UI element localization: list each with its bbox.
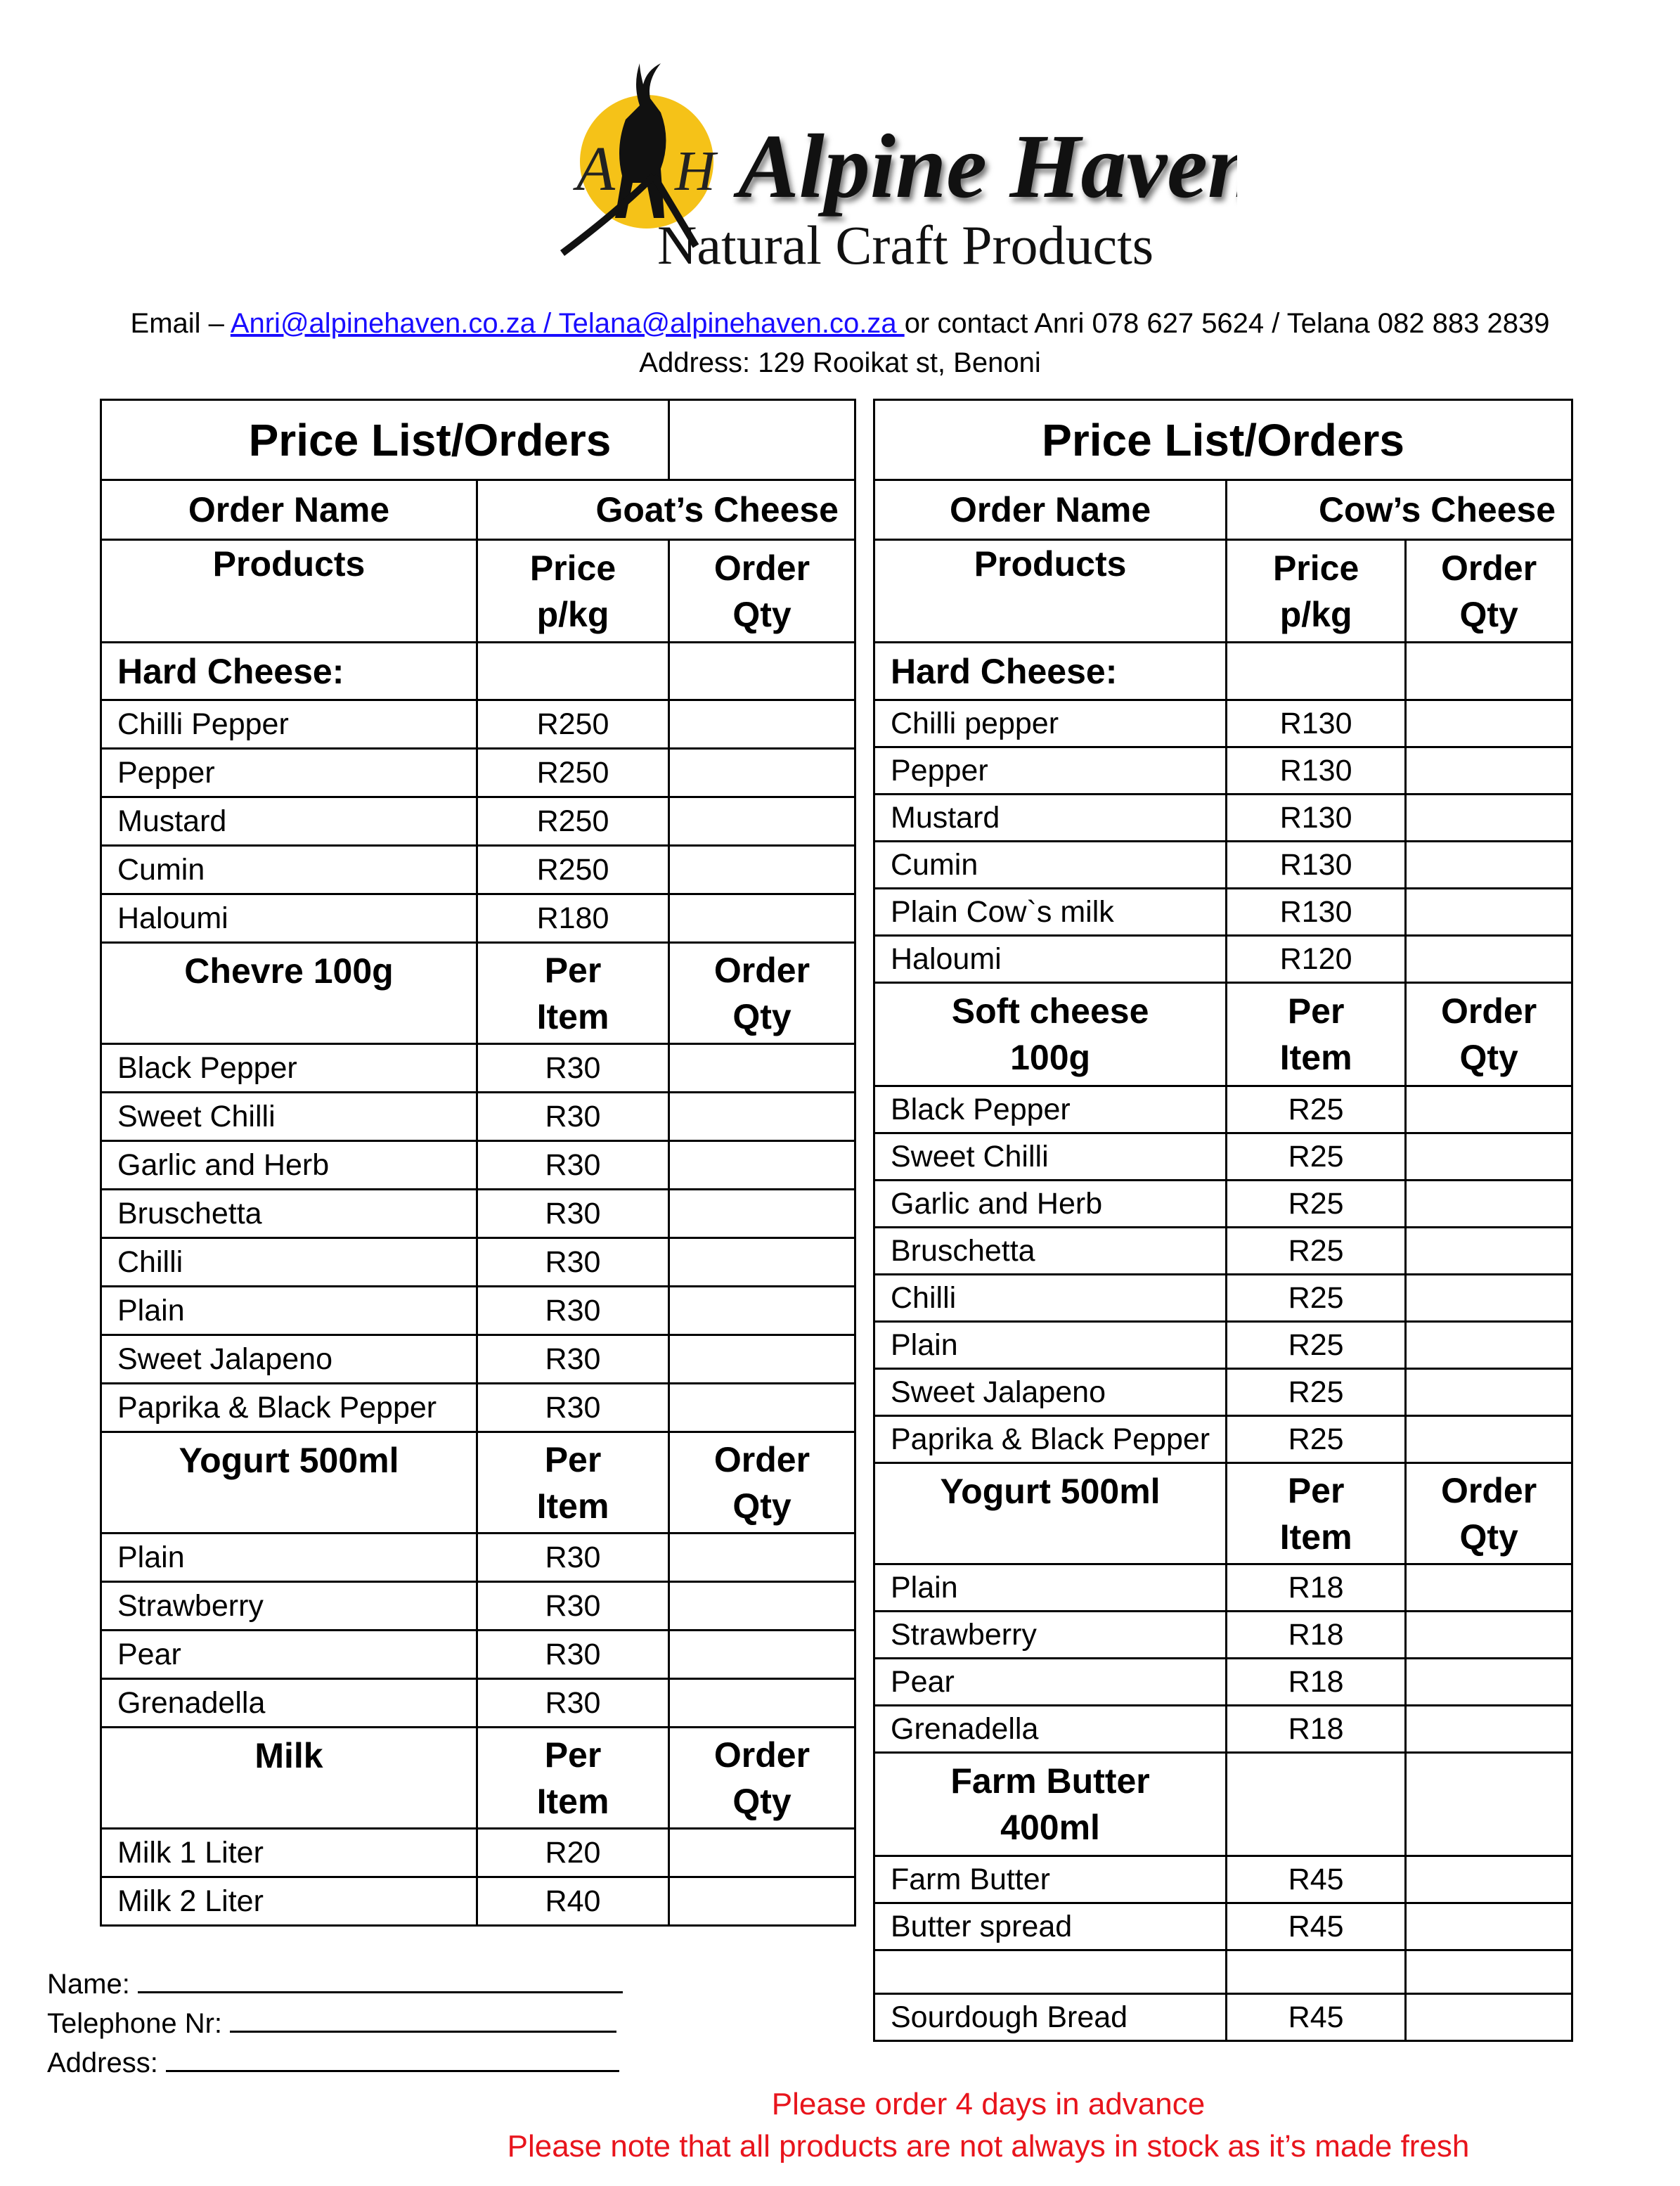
product-name: Bruschetta <box>874 1228 1227 1275</box>
section-heading: Hard Cheese: <box>101 643 477 700</box>
order-qty-cell[interactable] <box>669 1335 855 1384</box>
product-name: Sweet Chilli <box>874 1133 1227 1181</box>
order-qty-cell[interactable] <box>669 1044 855 1093</box>
order-qty-cell[interactable] <box>669 1093 855 1141</box>
product-price: R25 <box>1227 1416 1406 1463</box>
brand-logo <box>534 35 1237 274</box>
order-qty-cell[interactable] <box>1406 1133 1572 1181</box>
product-price: R30 <box>477 1534 669 1582</box>
section-qty-header: Order Qty <box>669 1728 855 1829</box>
section-price-header: Per Item <box>477 943 669 1044</box>
product-price: R45 <box>1227 1994 1406 2041</box>
product-row <box>874 1275 1572 1322</box>
products-header: Products <box>101 540 477 643</box>
product-name: Black Pepper <box>101 1044 477 1093</box>
product-price: R18 <box>1227 1564 1406 1612</box>
section-qty-header: Order Qty <box>669 943 855 1044</box>
product-row <box>101 1287 855 1335</box>
product-name: Haloumi <box>874 936 1227 983</box>
order-name-row <box>101 480 855 540</box>
category-label: Cow’s Cheese <box>1227 480 1572 540</box>
svg-text:Alpine Haven: Alpine Haven <box>738 116 1237 217</box>
product-price: R30 <box>477 1238 669 1287</box>
product-row <box>874 1564 1572 1612</box>
order-qty-cell[interactable] <box>1406 1416 1572 1463</box>
order-qty-cell[interactable] <box>1406 1659 1572 1706</box>
section-qty-header: Order Qty <box>1406 983 1572 1086</box>
section-header-row <box>101 643 855 700</box>
section-price-header <box>1227 643 1406 700</box>
order-qty-cell[interactable] <box>1406 889 1572 936</box>
order-qty-cell[interactable] <box>1406 1369 1572 1416</box>
section-heading: Soft cheese 100g <box>874 983 1227 1086</box>
product-name: Grenadella <box>101 1679 477 1728</box>
product-row <box>874 889 1572 936</box>
product-price: R30 <box>477 1631 669 1679</box>
product-price: R250 <box>477 797 669 846</box>
order-qty-cell[interactable] <box>1406 1856 1572 1903</box>
address-label: Address: <box>47 2047 158 2078</box>
order-qty-cell[interactable] <box>669 700 855 749</box>
order-qty-cell[interactable] <box>1406 1994 1572 2041</box>
product-name: Chilli Pepper <box>101 700 477 749</box>
product-row <box>101 1335 855 1384</box>
product-price: R18 <box>1227 1659 1406 1706</box>
title-spacer <box>669 400 855 480</box>
address-line: Address: 129 Rooikat st, Benoni <box>639 347 1041 378</box>
product-row <box>101 700 855 749</box>
product-name: Chilli <box>101 1238 477 1287</box>
product-price: R30 <box>477 1384 669 1432</box>
product-name: Pepper <box>101 749 477 797</box>
product-row <box>101 1044 855 1093</box>
stock-note: Please note that all products are not always in stock as it’s made fresh <box>507 2129 1470 2164</box>
order-qty-cell[interactable] <box>669 749 855 797</box>
product-row <box>874 1950 1572 1994</box>
section-heading: Yogurt 500ml <box>874 1463 1227 1564</box>
product-name: Butter spread <box>874 1903 1227 1950</box>
product-row <box>101 894 855 943</box>
product-price: R18 <box>1227 1612 1406 1659</box>
table-title: Price List/Orders <box>101 400 669 480</box>
section-price-header <box>1227 1753 1406 1856</box>
product-price: R250 <box>477 749 669 797</box>
product-row <box>874 747 1572 795</box>
product-row <box>874 1322 1572 1369</box>
product-price: R30 <box>477 1582 669 1631</box>
section-qty-header <box>1406 643 1572 700</box>
product-price: R25 <box>1227 1133 1406 1181</box>
product-name: Plain <box>874 1564 1227 1612</box>
product-row <box>101 1679 855 1728</box>
product-price: R130 <box>1227 889 1406 936</box>
product-row <box>874 842 1572 889</box>
name-label: Name: <box>47 1969 130 2000</box>
address-field[interactable] <box>47 2047 619 2079</box>
contact-line <box>0 308 1680 340</box>
product-price: R25 <box>1227 1322 1406 1369</box>
qty-header: Order Qty <box>669 540 855 643</box>
product-name: Paprika & Black Pepper <box>101 1384 477 1432</box>
email-links[interactable]: Anri@alpinehaven.co.za / Telana@alpinehaven.co.za <box>230 308 905 339</box>
order-qty-cell[interactable] <box>669 1384 855 1432</box>
table-title: Price List/Orders <box>874 400 1572 480</box>
product-price: R25 <box>1227 1369 1406 1416</box>
section-price-header: Per Item <box>1227 983 1406 1086</box>
telephone-label: Telephone Nr: <box>47 2008 223 2039</box>
product-row <box>874 936 1572 983</box>
order-qty-cell[interactable] <box>669 1582 855 1631</box>
product-price: R30 <box>477 1287 669 1335</box>
order-qty-cell[interactable] <box>1406 1228 1572 1275</box>
section-price-header: Per Item <box>477 1432 669 1534</box>
order-qty-cell[interactable] <box>669 1238 855 1287</box>
product-row <box>101 797 855 846</box>
product-name: Pear <box>101 1631 477 1679</box>
order-qty-cell[interactable] <box>1406 1275 1572 1322</box>
product-price: R40 <box>477 1877 669 1926</box>
order-qty-cell[interactable] <box>669 846 855 894</box>
section-heading: Milk <box>101 1728 477 1829</box>
product-name: Milk 2 Liter <box>101 1877 477 1926</box>
product-price: R45 <box>1227 1903 1406 1950</box>
goat-cheese-price-table <box>100 399 856 1927</box>
product-row <box>874 1994 1572 2041</box>
product-name: Cumin <box>101 846 477 894</box>
product-name: Farm Butter <box>874 1856 1227 1903</box>
svg-text:A: A <box>576 134 615 204</box>
product-price: R30 <box>477 1335 669 1384</box>
product-price: R30 <box>477 1141 669 1190</box>
advance-order-note: Please order 4 days in advance <box>771 2087 1206 2121</box>
product-price: R25 <box>1227 1181 1406 1228</box>
order-qty-cell[interactable] <box>1406 842 1572 889</box>
product-name: Chilli <box>874 1275 1227 1322</box>
order-qty-cell[interactable] <box>1406 1612 1572 1659</box>
order-qty-cell[interactable] <box>669 1141 855 1190</box>
cow-cheese-price-table <box>873 399 1573 2042</box>
column-header-row <box>874 540 1572 643</box>
product-name: Garlic and Herb <box>101 1141 477 1190</box>
product-price: R20 <box>477 1829 669 1877</box>
product-name: Plain <box>101 1534 477 1582</box>
product-row <box>101 846 855 894</box>
product-row <box>874 1612 1572 1659</box>
product-name: Strawberry <box>101 1582 477 1631</box>
order-qty-cell[interactable] <box>1406 1903 1572 1950</box>
product-price: R30 <box>477 1093 669 1141</box>
product-name: Milk 1 Liter <box>101 1829 477 1877</box>
product-price: R30 <box>477 1044 669 1093</box>
product-name: Chilli pepper <box>874 700 1227 747</box>
product-name: Strawberry <box>874 1612 1227 1659</box>
product-name: Cumin <box>874 842 1227 889</box>
product-price <box>1227 1950 1406 1994</box>
section-header-row <box>101 1432 855 1534</box>
products-header: Products <box>874 540 1227 643</box>
product-name: Pepper <box>874 747 1227 795</box>
section-price-header <box>477 643 669 700</box>
order-name-row <box>874 480 1572 540</box>
order-qty-cell[interactable] <box>669 1631 855 1679</box>
section-header-row <box>874 983 1572 1086</box>
order-qty-cell[interactable] <box>669 1190 855 1238</box>
telephone-input-line[interactable] <box>230 2010 616 2033</box>
product-name <box>874 1950 1227 1994</box>
section-header-row <box>874 643 1572 700</box>
telephone-field[interactable] <box>47 2008 616 2040</box>
order-qty-cell[interactable] <box>669 894 855 943</box>
section-header-row <box>874 1753 1572 1856</box>
product-name: Black Pepper <box>874 1086 1227 1133</box>
product-row <box>874 1181 1572 1228</box>
order-qty-cell[interactable] <box>1406 1181 1572 1228</box>
product-price: R180 <box>477 894 669 943</box>
order-qty-cell[interactable] <box>1406 1706 1572 1753</box>
order-qty-cell[interactable] <box>1406 700 1572 747</box>
product-row <box>874 1369 1572 1416</box>
product-row <box>101 1829 855 1877</box>
product-row <box>874 1659 1572 1706</box>
product-name: Mustard <box>101 797 477 846</box>
product-price: R18 <box>1227 1706 1406 1753</box>
title-row <box>874 400 1572 480</box>
section-heading: Farm Butter 400ml <box>874 1753 1227 1856</box>
product-row <box>874 1856 1572 1903</box>
product-row <box>101 1534 855 1582</box>
product-row <box>101 1582 855 1631</box>
product-name: Bruschetta <box>101 1190 477 1238</box>
product-row <box>874 1133 1572 1181</box>
product-name: Pear <box>874 1659 1227 1706</box>
product-name: Grenadella <box>874 1706 1227 1753</box>
order-qty-cell[interactable] <box>1406 1564 1572 1612</box>
product-name: Plain <box>101 1287 477 1335</box>
order-qty-cell[interactable] <box>1406 1950 1572 1994</box>
order-qty-cell[interactable] <box>1406 747 1572 795</box>
order-qty-cell[interactable] <box>1406 795 1572 842</box>
product-row <box>101 1093 855 1141</box>
product-row <box>101 1384 855 1432</box>
product-price: R25 <box>1227 1228 1406 1275</box>
product-name: Sweet Jalapeno <box>874 1369 1227 1416</box>
product-price: R45 <box>1227 1856 1406 1903</box>
section-heading: Hard Cheese: <box>874 643 1227 700</box>
order-name-label: Order Name <box>874 480 1227 540</box>
product-price: R30 <box>477 1190 669 1238</box>
product-row <box>874 1228 1572 1275</box>
product-row <box>101 1141 855 1190</box>
goat-logo-icon <box>534 35 1237 274</box>
price-header: Price p/kg <box>1227 540 1406 643</box>
order-qty-cell[interactable] <box>669 1679 855 1728</box>
name-input-line[interactable] <box>138 1970 623 1993</box>
email-label: Email – <box>130 308 231 339</box>
order-qty-cell[interactable] <box>669 1534 855 1582</box>
section-heading: Chevre 100g <box>101 943 477 1044</box>
phone-numbers: or contact Anri 078 627 5624 / Telana 082 883 2839 <box>904 308 1550 339</box>
product-name: Sweet Chilli <box>101 1093 477 1141</box>
product-row <box>101 749 855 797</box>
name-field[interactable] <box>47 1969 623 2000</box>
product-price: R25 <box>1227 1275 1406 1322</box>
order-qty-cell[interactable] <box>1406 1322 1572 1369</box>
product-price: R25 <box>1227 1086 1406 1133</box>
order-qty-cell[interactable] <box>669 1877 855 1926</box>
product-price: R130 <box>1227 842 1406 889</box>
product-price: R130 <box>1227 700 1406 747</box>
product-row <box>874 1903 1572 1950</box>
product-row <box>101 1190 855 1238</box>
address-input-line[interactable] <box>166 2049 619 2072</box>
section-price-header: Per Item <box>1227 1463 1406 1564</box>
section-qty-header <box>669 643 855 700</box>
product-price: R130 <box>1227 795 1406 842</box>
column-header-row <box>101 540 855 643</box>
product-name: Paprika & Black Pepper <box>874 1416 1227 1463</box>
section-header-row <box>101 1728 855 1829</box>
section-qty-header: Order Qty <box>669 1432 855 1534</box>
product-row <box>101 1238 855 1287</box>
product-name: Haloumi <box>101 894 477 943</box>
order-qty-cell[interactable] <box>1406 936 1572 983</box>
product-price: R120 <box>1227 936 1406 983</box>
order-qty-cell[interactable] <box>669 1287 855 1335</box>
product-row <box>874 700 1572 747</box>
qty-header: Order Qty <box>1406 540 1572 643</box>
section-heading: Yogurt 500ml <box>101 1432 477 1534</box>
svg-text:Natural Craft Products: Natural Craft Products <box>657 214 1154 274</box>
order-qty-cell[interactable] <box>1406 1086 1572 1133</box>
section-header-row <box>874 1463 1572 1564</box>
product-price: R130 <box>1227 747 1406 795</box>
product-row <box>101 1877 855 1926</box>
product-price: R250 <box>477 700 669 749</box>
section-header-row <box>101 943 855 1044</box>
product-name: Garlic and Herb <box>874 1181 1227 1228</box>
product-row <box>874 1706 1572 1753</box>
product-name: Sourdough Bread <box>874 1994 1227 2041</box>
title-row <box>101 400 855 480</box>
price-header: Price p/kg <box>477 540 669 643</box>
product-row <box>874 1086 1572 1133</box>
product-name: Sweet Jalapeno <box>101 1335 477 1384</box>
category-label: Goat’s Cheese <box>477 480 855 540</box>
order-name-label: Order Name <box>101 480 477 540</box>
order-qty-cell[interactable] <box>669 1829 855 1877</box>
product-row <box>101 1631 855 1679</box>
product-name: Plain Cow`s milk <box>874 889 1227 936</box>
product-price: R250 <box>477 846 669 894</box>
section-price-header: Per Item <box>477 1728 669 1829</box>
product-row <box>874 1416 1572 1463</box>
product-name: Mustard <box>874 795 1227 842</box>
order-qty-cell[interactable] <box>669 797 855 846</box>
product-row <box>874 795 1572 842</box>
section-qty-header <box>1406 1753 1572 1856</box>
product-price: R30 <box>477 1679 669 1728</box>
section-qty-header: Order Qty <box>1406 1463 1572 1564</box>
product-name: Plain <box>874 1322 1227 1369</box>
svg-text:H: H <box>675 141 716 202</box>
